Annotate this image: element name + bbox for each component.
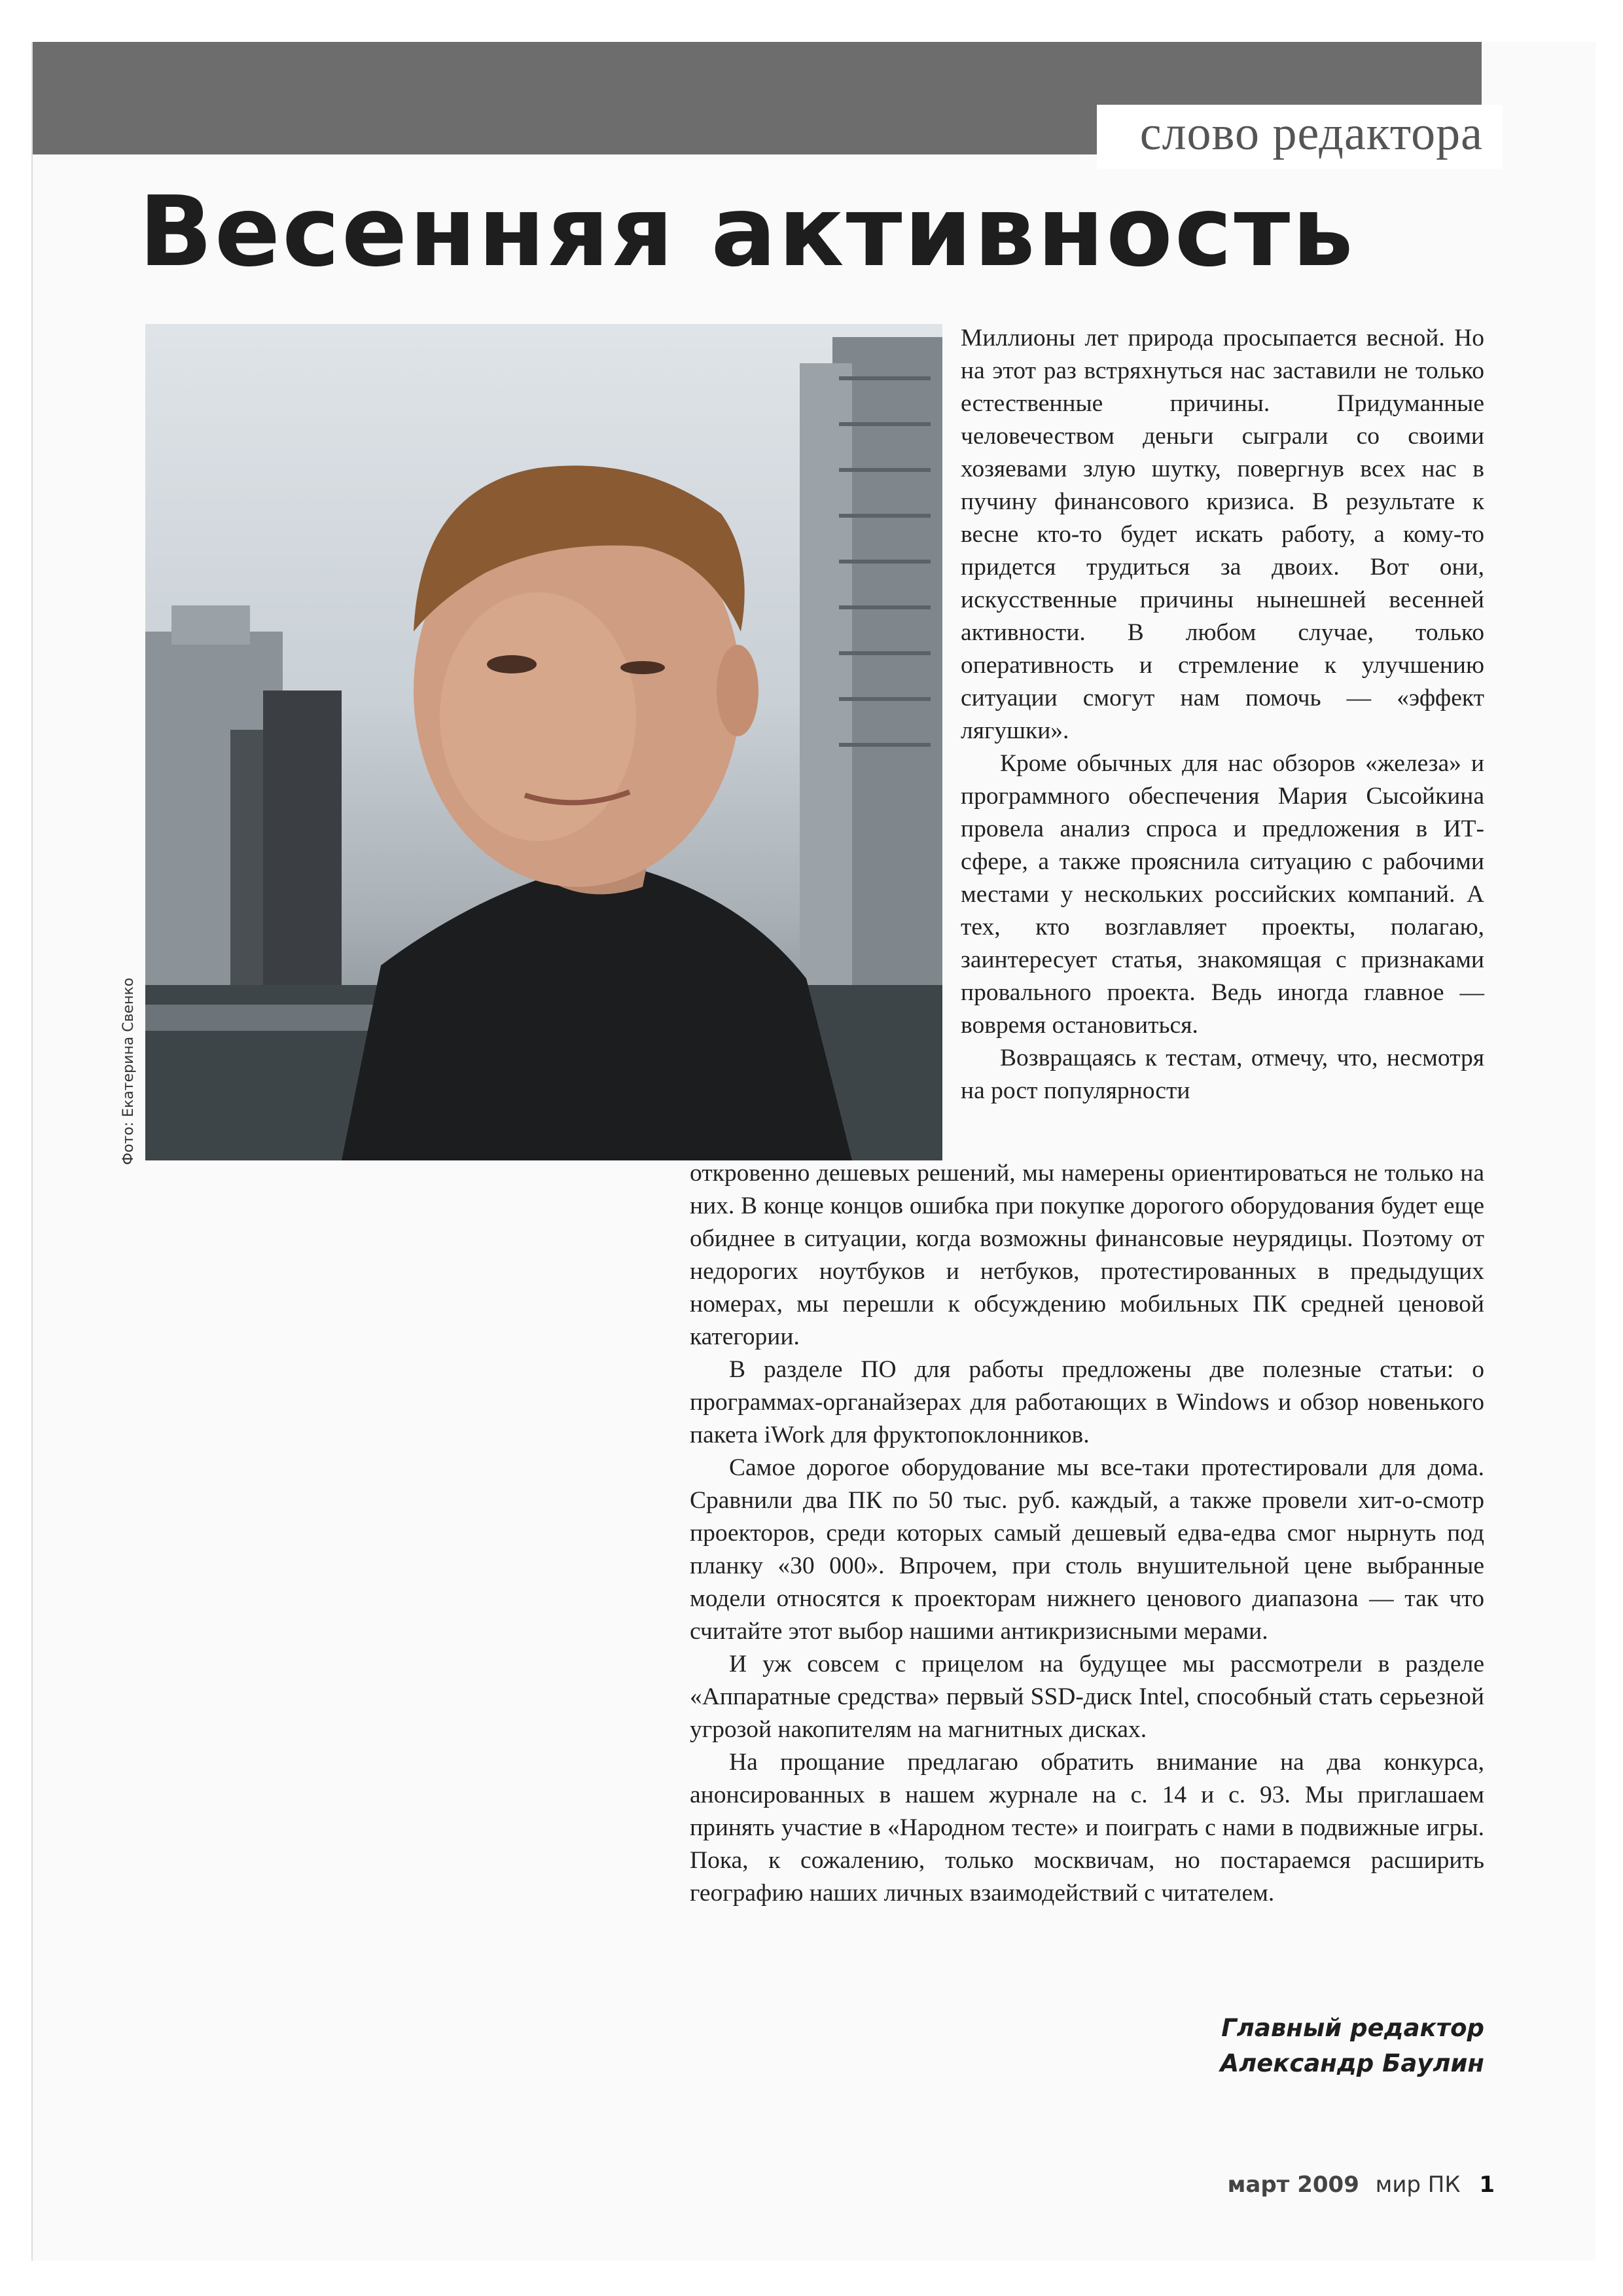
paragraph: Миллионы лет природа просыпается весной. Но на этот раз встряхнуться нас заставили не только естественные причины. Придуманные человечеством деньги сыграли со своими хозяевами злую шутку, повергнув всех нас в пучину финансового кризиса. В результате к весне кто-то будет искать работу, а кому-то придется трудиться за двоих. Вот они, искусственные причины нынешней весенней активности. В любом случае, только оперативность и стремление к улучшению ситуации смогут нам помочь — «эффект лягушки». <box>961 325 1484 744</box>
article-column-bottom <box>690 1157 1484 1910</box>
paragraph: Возвращаясь к тестам, отмечу, что, несмотря на рост популярности <box>961 1045 1484 1104</box>
page-number: 1 <box>1479 2172 1495 2198</box>
article-title: Весенняя активность <box>139 175 1355 288</box>
photo-credit: Фото: Екатерина Свенко <box>120 977 137 1165</box>
magazine-name: мир ПК <box>1375 2172 1461 2198</box>
portrait-illustration <box>145 324 942 1160</box>
article-column-right <box>961 322 1484 1107</box>
paragraph: На прощание предлагаю обратить внимание на два конкурса, анонсированных в нашем журнале на с. 14 и с. 93. Мы приглашаем принять участие в «Народном тесте» и поиграть с нами в подвижные игры. Пока, к сожалению, только москвичам, но постараемся расширить географию наших личных взаимодействий с читателем. <box>690 1749 1484 1907</box>
page-footer <box>1228 2172 1495 2198</box>
paragraph: откровенно дешевых решений, мы намерены ориентироваться не только на них. В конце концов ошибка при покупке дорогого оборудования будет еще обиднее в ситуации, когда возможны финансовые неурядицы. Поэтому от недорогих ноутбуков и нетбуков, протестированных в предыдущих номерах, мы перешли к обсуждению мобильных ПК средней ценовой категории. <box>690 1160 1484 1350</box>
paragraph: В разделе ПО для работы предложены две полезные статьи: о программах-органайзерах для работающих в Windows и обзор новенького пакета iWork для фруктопоклонников. <box>690 1356 1484 1448</box>
signature-name: Александр Баулин <box>1220 2049 1484 2077</box>
signature-role: Главный редактор <box>1221 2014 1484 2042</box>
editor-photo <box>145 324 942 1160</box>
paragraph: Самое дорогое оборудование мы все-таки протестировали для дома. Сравнили два ПК по 50 тыс. руб. каждый, а также провели хит-о-смотр проекторов, среди которых самый дешевый едва-едва смог нырнуть под планку «30 000». Впрочем, при столь внушительной цене выбранные модели относятся к проекторам нижнего ценового диапазона — так что считайте этот выбор нашими антикризисными мерами. <box>690 1454 1484 1645</box>
signature <box>1220 2011 1484 2081</box>
section-label: слово редактора <box>1139 107 1483 160</box>
paragraph: Кроме обычных для нас обзоров «железа» и программного обеспечения Мария Сысойкина провела анализ спроса и предложения в ИТ-сфере, а также прояснила ситуацию с рабочими местами у нескольких российских компаний. А тех, кто возглавляет проекты, полагаю, заинтересует статья, знакомящая с признаками провального проекта. Ведь иногда главное — вовремя остановиться. <box>961 750 1484 1039</box>
issue-date: март 2009 <box>1227 2172 1359 2198</box>
paragraph: И уж совсем с прицелом на будущее мы рассмотрели в разделе «Аппаратные средства» первый SSD-диск Intel, способный стать серьезной угрозой накопителям на магнитных дисках. <box>690 1651 1484 1743</box>
